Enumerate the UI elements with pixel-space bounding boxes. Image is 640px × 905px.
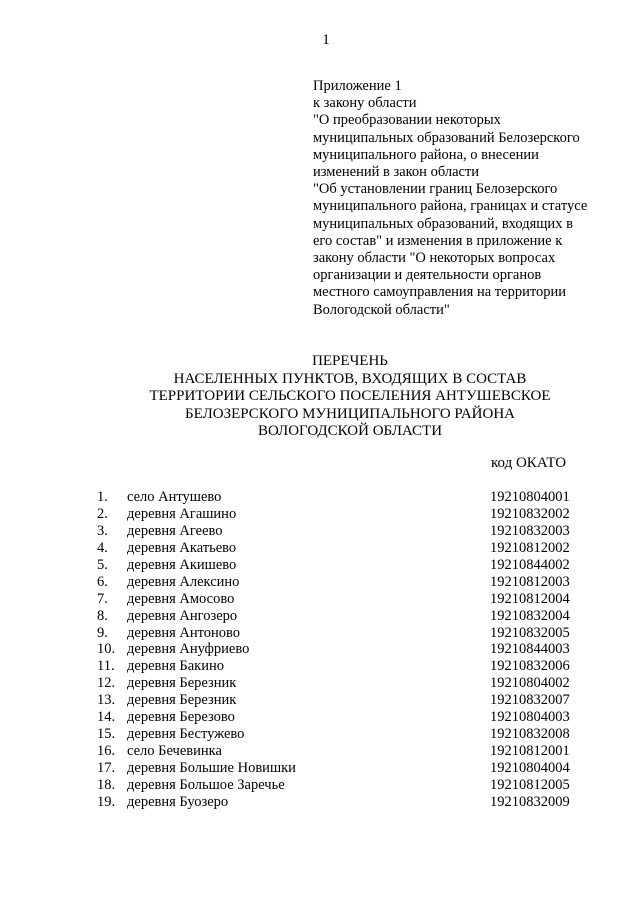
okato-code: 19210832009 (490, 793, 570, 810)
okato-code: 19210844003 (490, 641, 570, 658)
appendix-line: Приложение 1 (313, 78, 402, 94)
list-item (97, 641, 597, 658)
list-item (97, 591, 597, 608)
row-number: 6. (97, 573, 108, 590)
settlement-name: деревня Агашино (127, 505, 237, 522)
appendix-line: местного самоуправления на территории (313, 284, 566, 301)
settlement-name: деревня Ануфриево (127, 641, 250, 658)
list-item (97, 726, 597, 743)
okato-code: 19210812004 (490, 590, 570, 607)
title-line: НАСЕЛЕННЫХ ПУНКТОВ, ВХОДЯЩИХ В СОСТАВ (173, 370, 527, 387)
row-number: 19. (97, 793, 116, 810)
okato-code: 19210812003 (490, 573, 570, 590)
appendix-line: муниципального района, о внесении (313, 146, 539, 163)
settlement-name: деревня Алексино (127, 573, 240, 590)
list-item (97, 794, 597, 811)
settlement-name: деревня Акишево (127, 556, 237, 573)
list-item (97, 709, 597, 726)
appendix-line: организации и деятельности органов (313, 267, 542, 284)
row-number: 5. (97, 556, 108, 573)
title-line: ВОЛОГОДСКОЙ ОБЛАСТИ (257, 423, 443, 439)
settlement-name: село Антушево (127, 489, 222, 505)
settlement-name: деревня Акатьево (127, 539, 237, 556)
okato-code: 19210812005 (490, 776, 570, 793)
row-number: 11. (97, 658, 115, 675)
title-line: БЕЛОЗЕРСКОГО МУНИЦИПАЛЬНОГО РАЙОНА (184, 405, 515, 422)
appendix-line: изменений в закон области (313, 164, 480, 181)
okato-code: 19210812002 (490, 539, 570, 556)
okato-column-header: код ОКАТО (491, 455, 567, 471)
settlement-name: деревня Большие Новишки (127, 760, 296, 776)
settlement-name: деревня Бестужево (127, 726, 245, 743)
okato-code: 19210812001 (490, 743, 570, 760)
okato-code: 19210832003 (490, 522, 570, 539)
appendix-line: муниципальных образований, входящих в (313, 215, 573, 232)
list-item (97, 675, 597, 692)
okato-code: 19210832007 (490, 692, 570, 709)
row-number: 10. (97, 641, 116, 658)
settlement-name: деревня Амосово (127, 590, 235, 607)
settlement-name: деревня Ангозеро (127, 607, 238, 624)
appendix-line: закону области "О некоторых вопросах (313, 250, 556, 267)
list-item (97, 574, 597, 591)
row-number: 4. (97, 539, 108, 556)
okato-code: 19210804004 (490, 760, 570, 776)
list-item (97, 489, 597, 506)
appendix-line: муниципального района, границах и статусе (313, 198, 588, 215)
appendix-line: муниципальных образований Белозерского (313, 129, 580, 146)
okato-code: 19210804002 (490, 675, 570, 692)
appendix-block (313, 78, 613, 319)
page-number: 1 (322, 32, 330, 48)
list-item (97, 658, 597, 675)
appendix-line: "О преобразовании некоторых (313, 112, 501, 129)
row-number: 12. (97, 675, 116, 692)
okato-code: 19210804003 (490, 709, 570, 726)
okato-code: 19210804001 (490, 489, 570, 505)
okato-code: 19210832004 (490, 607, 570, 624)
list-item (97, 777, 597, 794)
settlement-name: деревня Березник (127, 675, 237, 692)
settlement-name: деревня Большое Заречье (127, 776, 285, 793)
okato-code: 19210832008 (490, 726, 570, 743)
list-item (97, 760, 597, 777)
list-item (97, 692, 597, 709)
okato-code: 19210832005 (490, 624, 570, 641)
okato-code: 19210832002 (490, 505, 570, 522)
row-number: 9. (97, 624, 108, 641)
settlement-name: деревня Березово (127, 709, 235, 726)
settlement-list (97, 489, 597, 811)
settlement-name: деревня Антоново (127, 624, 241, 641)
list-item (97, 540, 597, 557)
settlement-name: деревня Бакино (127, 658, 224, 675)
row-number: 7. (97, 590, 108, 607)
appendix-line: к закону области (313, 95, 417, 112)
row-number: 2. (97, 505, 108, 522)
list-item (97, 506, 597, 523)
row-number: 16. (97, 743, 116, 760)
list-item (97, 608, 597, 625)
settlement-name: деревня Агеево (127, 522, 223, 539)
row-number: 14. (97, 709, 116, 726)
list-item (97, 743, 597, 760)
document-title (110, 353, 590, 441)
appendix-line: его состав" и изменения в приложение к (313, 232, 563, 249)
row-number: 13. (97, 692, 116, 709)
appendix-line: Вологодской области" (313, 301, 450, 318)
settlement-name: деревня Березник (127, 692, 237, 709)
row-number: 18. (97, 776, 116, 793)
okato-code: 19210832006 (490, 658, 570, 675)
appendix-line: "Об установлении границ Белозерского (313, 181, 558, 198)
title-line: ТЕРРИТОРИИ СЕЛЬСКОГО ПОСЕЛЕНИЯ АНТУШЕВСКОЕ (149, 388, 551, 404)
list-item (97, 625, 597, 642)
settlement-name: село Бечевинка (127, 743, 222, 760)
row-number: 8. (97, 607, 108, 624)
row-number: 17. (97, 760, 116, 776)
row-number: 3. (97, 522, 108, 539)
list-item (97, 523, 597, 540)
row-number: 15. (97, 726, 116, 743)
okato-code: 19210844002 (490, 556, 570, 573)
title-line: ПЕРЕЧЕНЬ (312, 353, 388, 369)
settlement-name: деревня Буозеро (127, 793, 229, 810)
list-item (97, 557, 597, 574)
row-number: 1. (97, 489, 108, 505)
